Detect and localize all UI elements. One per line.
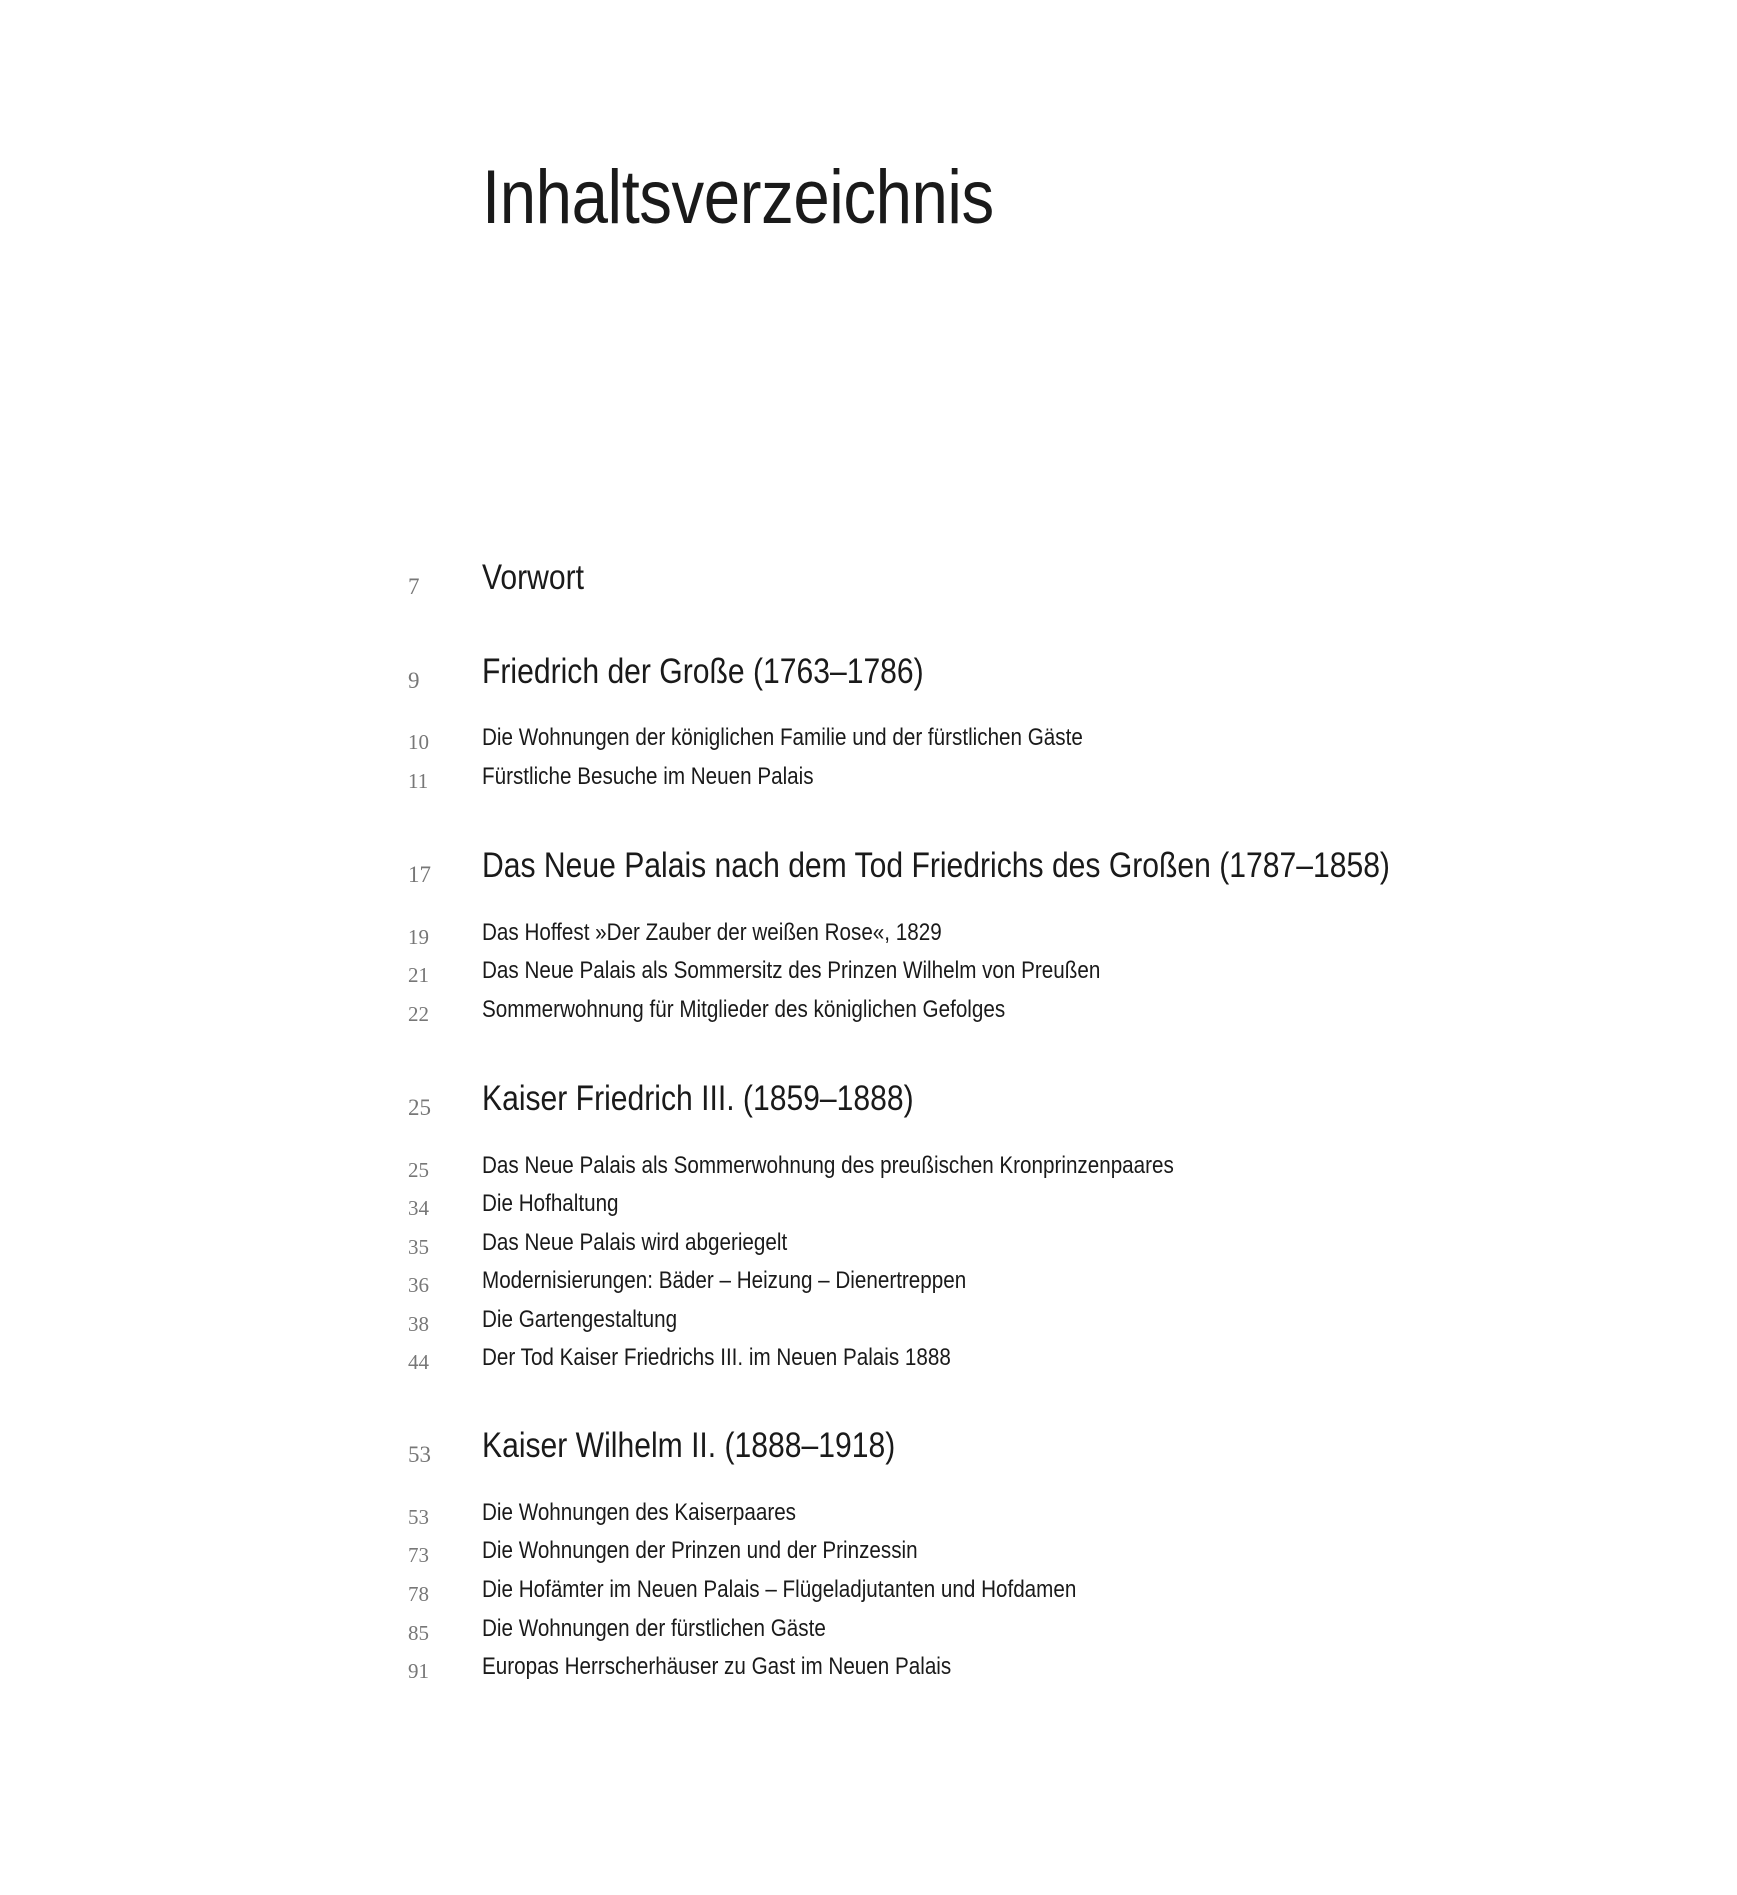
- entry-title: Das Hoffest »Der Zauber der weißen Rose«, 1829: [482, 919, 942, 946]
- entry-page-number: 36: [408, 1273, 429, 1297]
- entry-page-number: 78: [408, 1582, 429, 1606]
- entry-page-number: 11: [408, 769, 429, 793]
- entry-page-number: 53: [408, 1505, 429, 1529]
- entry-page-number: 21: [408, 963, 429, 987]
- entry-title: Sommerwohnung für Mitglieder des königlichen Gefolges: [482, 996, 1006, 1023]
- entry-title: Das Neue Palais als Sommerwohnung des preußischen Kronprinzenpaares: [482, 1152, 1174, 1179]
- entry-title: Die Wohnungen des Kaiserpaares: [482, 1499, 797, 1526]
- chapter-page-number: 25: [408, 1095, 431, 1120]
- entry-page-number: 34: [408, 1196, 429, 1220]
- entry-page-number: 38: [408, 1312, 429, 1336]
- entry-page-number: 22: [408, 1002, 429, 1026]
- entry-title: Fürstliche Besuche im Neuen Palais: [482, 763, 814, 790]
- entry-page-number: 19: [408, 925, 429, 949]
- chapter-title: Friedrich der Große (1763–1786): [482, 652, 924, 691]
- chapter-page-number: 17: [408, 862, 431, 887]
- entry-page-number: 91: [408, 1659, 429, 1683]
- entry-title: Die Wohnungen der fürstlichen Gäste: [482, 1615, 826, 1642]
- entry-title: Die Wohnungen der Prinzen und der Prinzessin: [482, 1537, 918, 1564]
- entry-page-number: 44: [408, 1350, 429, 1374]
- chapter-title: Kaiser Wilhelm II. (1888–1918): [482, 1426, 896, 1465]
- chapter-page-number: 9: [408, 668, 420, 693]
- entry-page-number: 35: [408, 1235, 429, 1259]
- entry-title: Die Wohnungen der königlichen Familie und der fürstlichen Gäste: [482, 724, 1083, 751]
- chapter-page-number: 53: [408, 1442, 431, 1467]
- entry-title: Europas Herrscherhäuser zu Gast im Neuen Palais: [482, 1653, 952, 1680]
- chapter-title: Vorwort: [482, 558, 585, 597]
- entry-title: Modernisierungen: Bäder – Heizung – Dienertreppen: [482, 1267, 967, 1294]
- chapter-title: Das Neue Palais nach dem Tod Friedrichs des Großen (1787–1858): [482, 846, 1390, 885]
- chapter-page-number: 7: [408, 574, 420, 599]
- entry-title: Die Gartengestaltung: [482, 1306, 678, 1333]
- entry-page-number: 25: [408, 1158, 429, 1182]
- entry-title: Der Tod Kaiser Friedrichs III. im Neuen Palais 1888: [482, 1344, 951, 1371]
- entry-title: Die Hofämter im Neuen Palais – Flügeladjutanten und Hofdamen: [482, 1576, 1077, 1603]
- entry-title: Die Hofhaltung: [482, 1190, 619, 1217]
- entry-page-number: 73: [408, 1543, 429, 1567]
- entry-page-number: 10: [408, 730, 429, 754]
- page-title: Inhaltsverzeichnis: [482, 155, 994, 240]
- entry-page-number: 85: [408, 1621, 429, 1645]
- entry-title: Das Neue Palais als Sommersitz des Prinzen Wilhelm von Preußen: [482, 957, 1101, 984]
- chapter-title: Kaiser Friedrich III. (1859–1888): [482, 1079, 914, 1118]
- entry-title: Das Neue Palais wird abgeriegelt: [482, 1229, 788, 1256]
